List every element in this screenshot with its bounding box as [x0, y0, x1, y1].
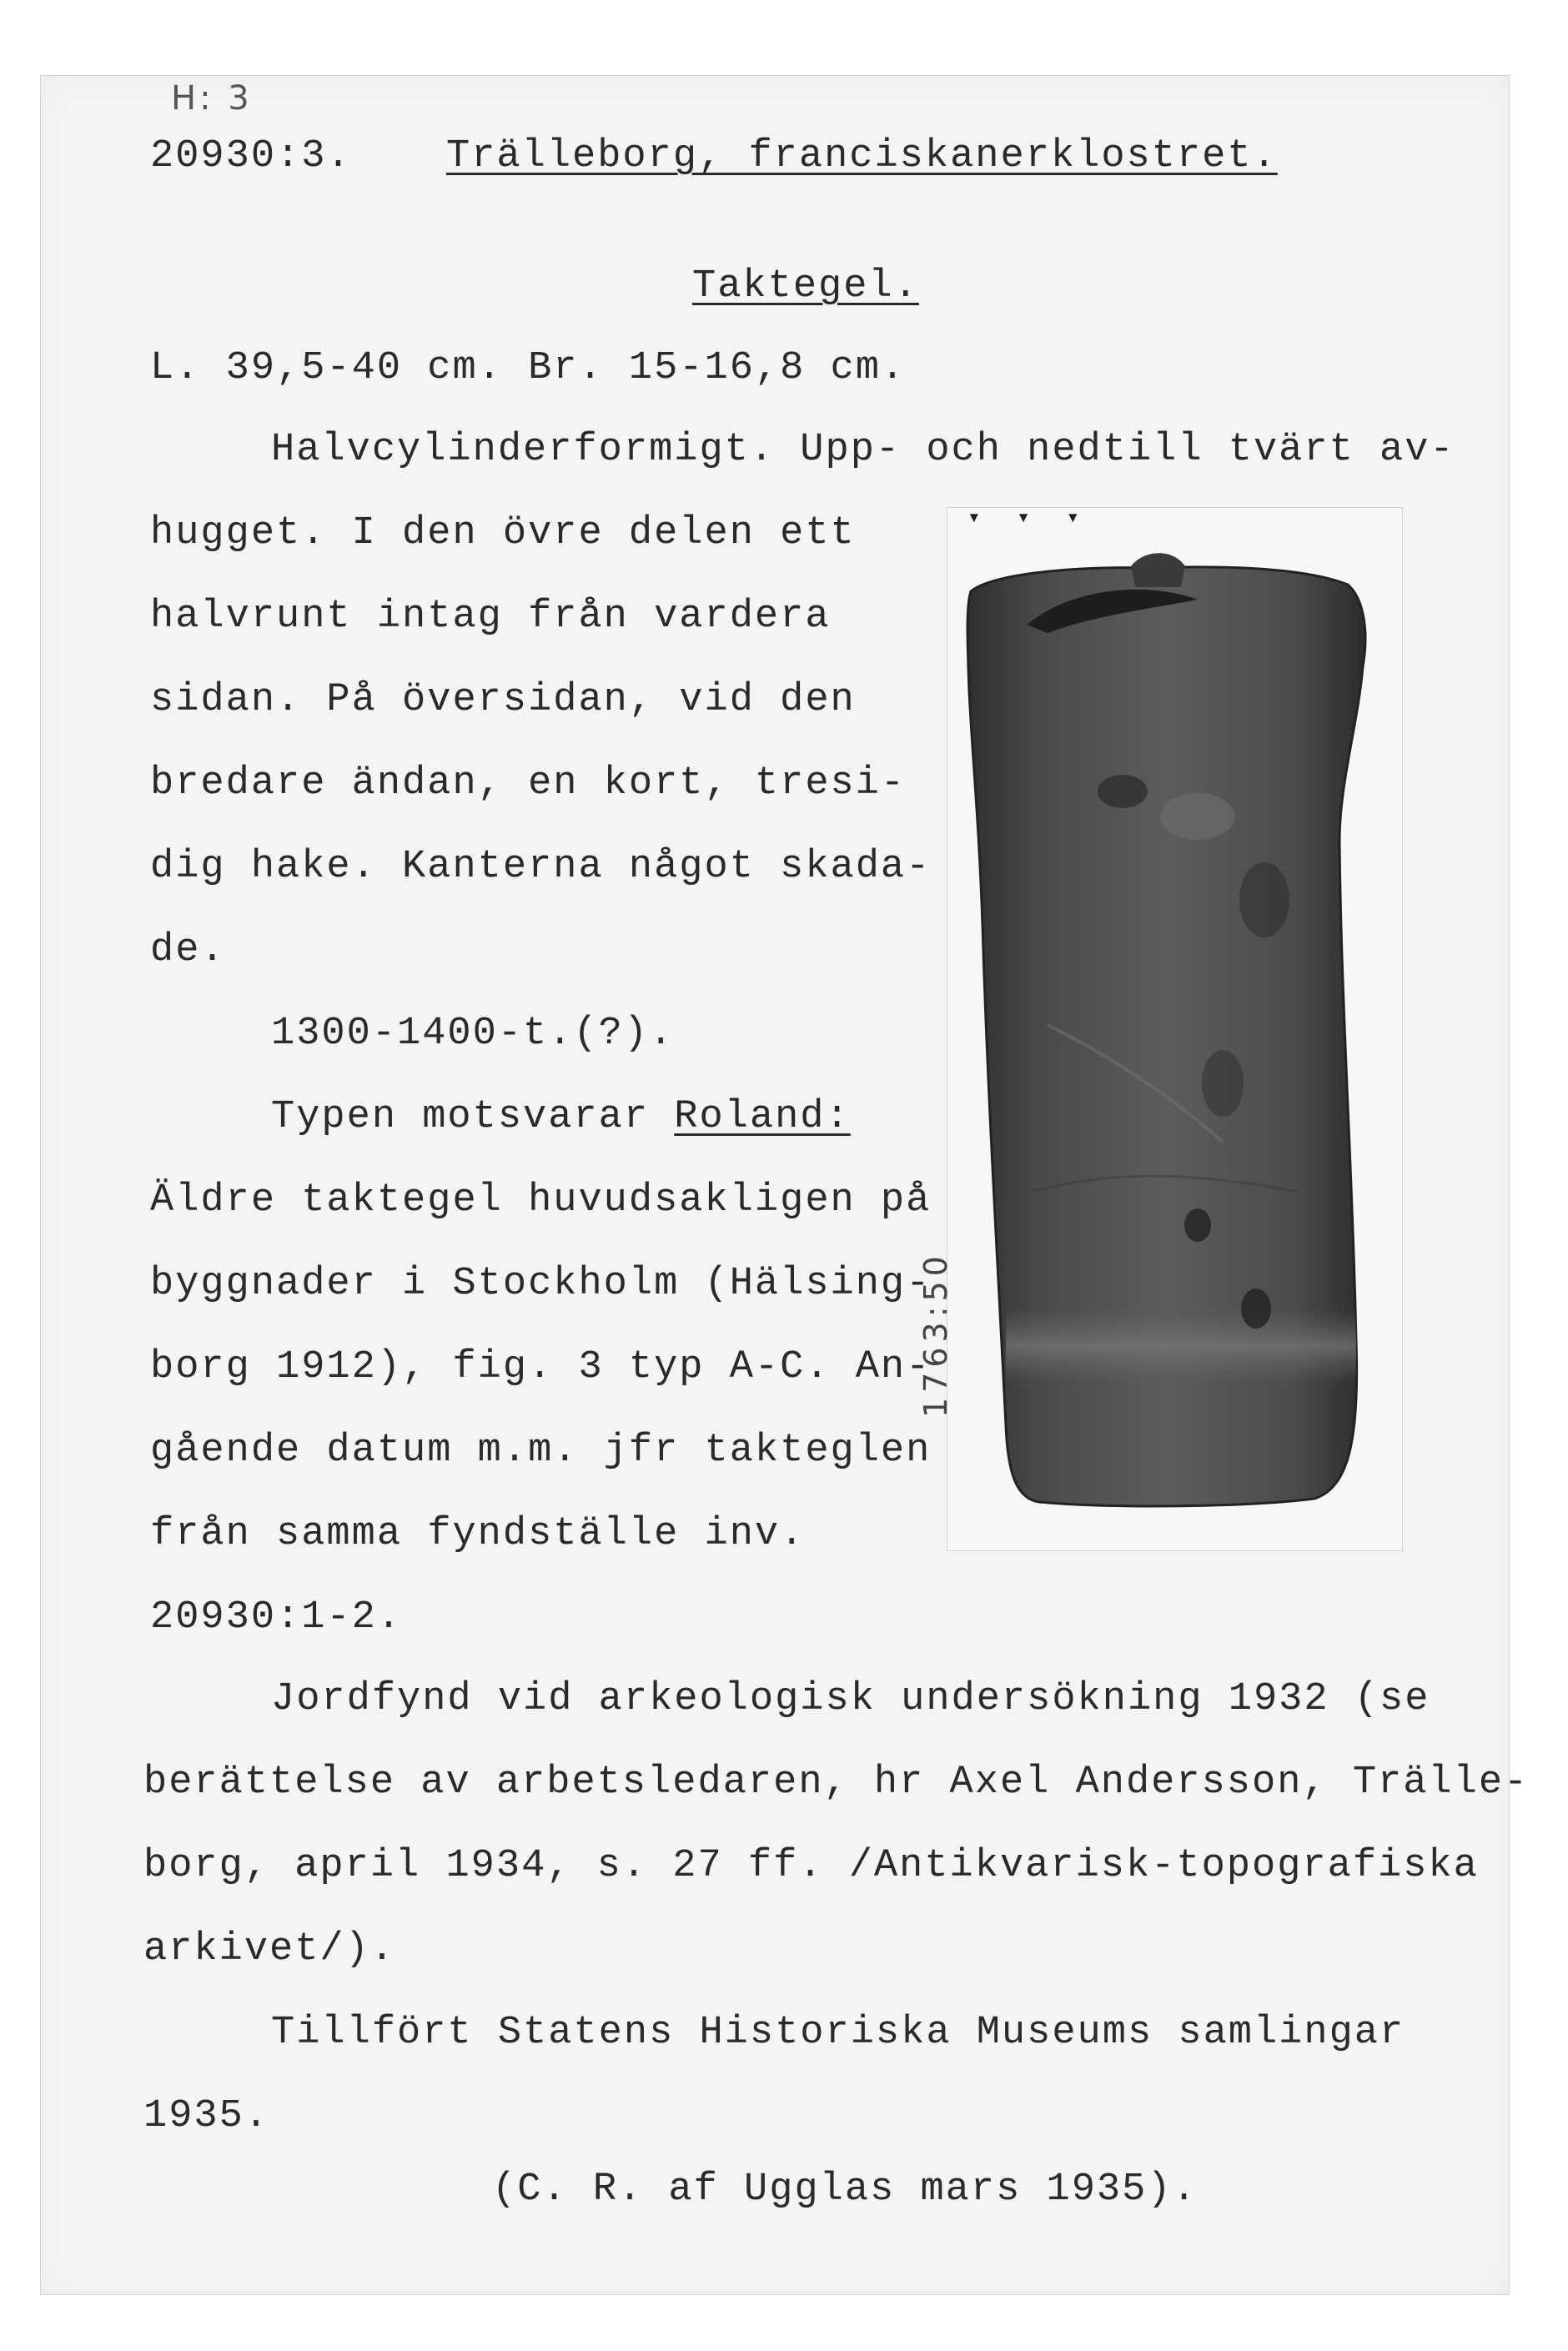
site-heading: Trälleborg, franciskanerklostret.: [446, 134, 1278, 178]
reference-line: gående datum m.m. jfr takteglen: [150, 1429, 932, 1473]
object-title: Taktegel.: [692, 264, 919, 309]
photo-number: 1763:50: [917, 1251, 954, 1418]
reference-line: borg 1912), fig. 3 typ A-C. An-: [150, 1345, 932, 1389]
signature: (C. R. af Ugglas mars 1935).: [492, 2168, 1198, 2212]
object-photo: [947, 507, 1403, 1551]
find-line: arkivet/).: [143, 1927, 396, 1972]
find-line: berättelse av arbetsledaren, hr Axel Andersson, Trälle-: [143, 1761, 1530, 1805]
photo-dots: ▾ ▾ ▾: [967, 505, 1092, 530]
typen-prefix: Typen motsvarar: [271, 1095, 675, 1139]
roof-tile-image: [947, 508, 1402, 1550]
typen-author: Roland:: [674, 1095, 851, 1139]
description-line: Halvcylinderformigt. Upp- och nedtill tvärt av-: [271, 428, 1455, 472]
typen-line: [271, 1094, 851, 1141]
description-line: halvrunt intag från vardera: [150, 595, 831, 639]
acquisition-line: 1935.: [143, 2094, 270, 2138]
inventory-number: 20930:3.: [150, 134, 352, 178]
dimensions: L. 39,5-40 cm. Br. 15-16,8 cm.: [150, 346, 907, 390]
reference-line: byggnader i Stockholm (Hälsing-: [150, 1262, 932, 1306]
description-line: dig hake. Kanterna något skada-: [150, 845, 932, 889]
handwritten-mark: H: 3: [171, 79, 253, 118]
acquisition-line: Tillfört Statens Historiska Museums samlingar: [271, 2011, 1405, 2055]
description-line: sidan. På översidan, vid den: [150, 678, 856, 722]
dating: 1300-1400-t.(?).: [271, 1012, 675, 1056]
reference-line: från samma fyndställe inv.: [150, 1512, 806, 1556]
description-line: hugget. I den övre delen ett: [150, 511, 856, 555]
find-line: borg, april 1934, s. 27 ff. /Antikvarisk-topografiska: [143, 1844, 1479, 1888]
description-line: de.: [150, 928, 226, 972]
reference-line: Äldre taktegel huvudsakligen på: [150, 1178, 932, 1223]
find-line: Jordfynd vid arkeologisk undersökning 1932 (se: [271, 1677, 1430, 1721]
reference-line: 20930:1-2.: [150, 1595, 403, 1640]
description-line: bredare ändan, en kort, tresi-: [150, 761, 907, 806]
